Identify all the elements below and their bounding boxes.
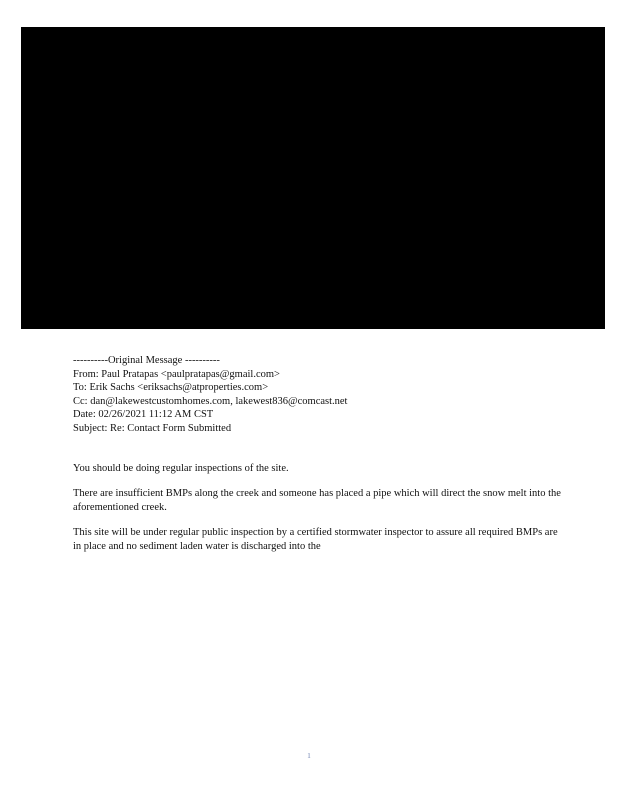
redaction-block — [21, 27, 605, 329]
email-cc: Cc: dan@lakewestcustomhomes.com, lakewest836@comcast.net — [73, 395, 348, 407]
email-body — [73, 462, 563, 554]
email-from: From: Paul Pratapas <paulpratapas@gmail.com> — [73, 368, 280, 380]
email-paragraph: You should be doing regular inspections of the site. — [73, 462, 289, 474]
page-number: 1 — [307, 752, 311, 760]
email-message — [73, 354, 563, 566]
email-paragraph: This site will be under regular public inspection by a certified stormwater inspector to assure all required BMPs are in place and no sediment laden water is discharged into the — [73, 527, 558, 552]
original-message-marker: ----------Original Message ---------- — [73, 355, 220, 366]
email-header — [73, 354, 563, 436]
email-to: To: Erik Sachs <eriksachs@atproperties.com> — [73, 382, 269, 394]
email-paragraph: There are insufficient BMPs along the creek and someone has placed a pipe which will direct the snow melt into the aforementioned creek. — [73, 488, 561, 513]
email-date: Date: 02/26/2021 11:12 AM CST — [73, 409, 214, 421]
email-subject: Subject: Re: Contact Form Submitted — [73, 422, 232, 434]
